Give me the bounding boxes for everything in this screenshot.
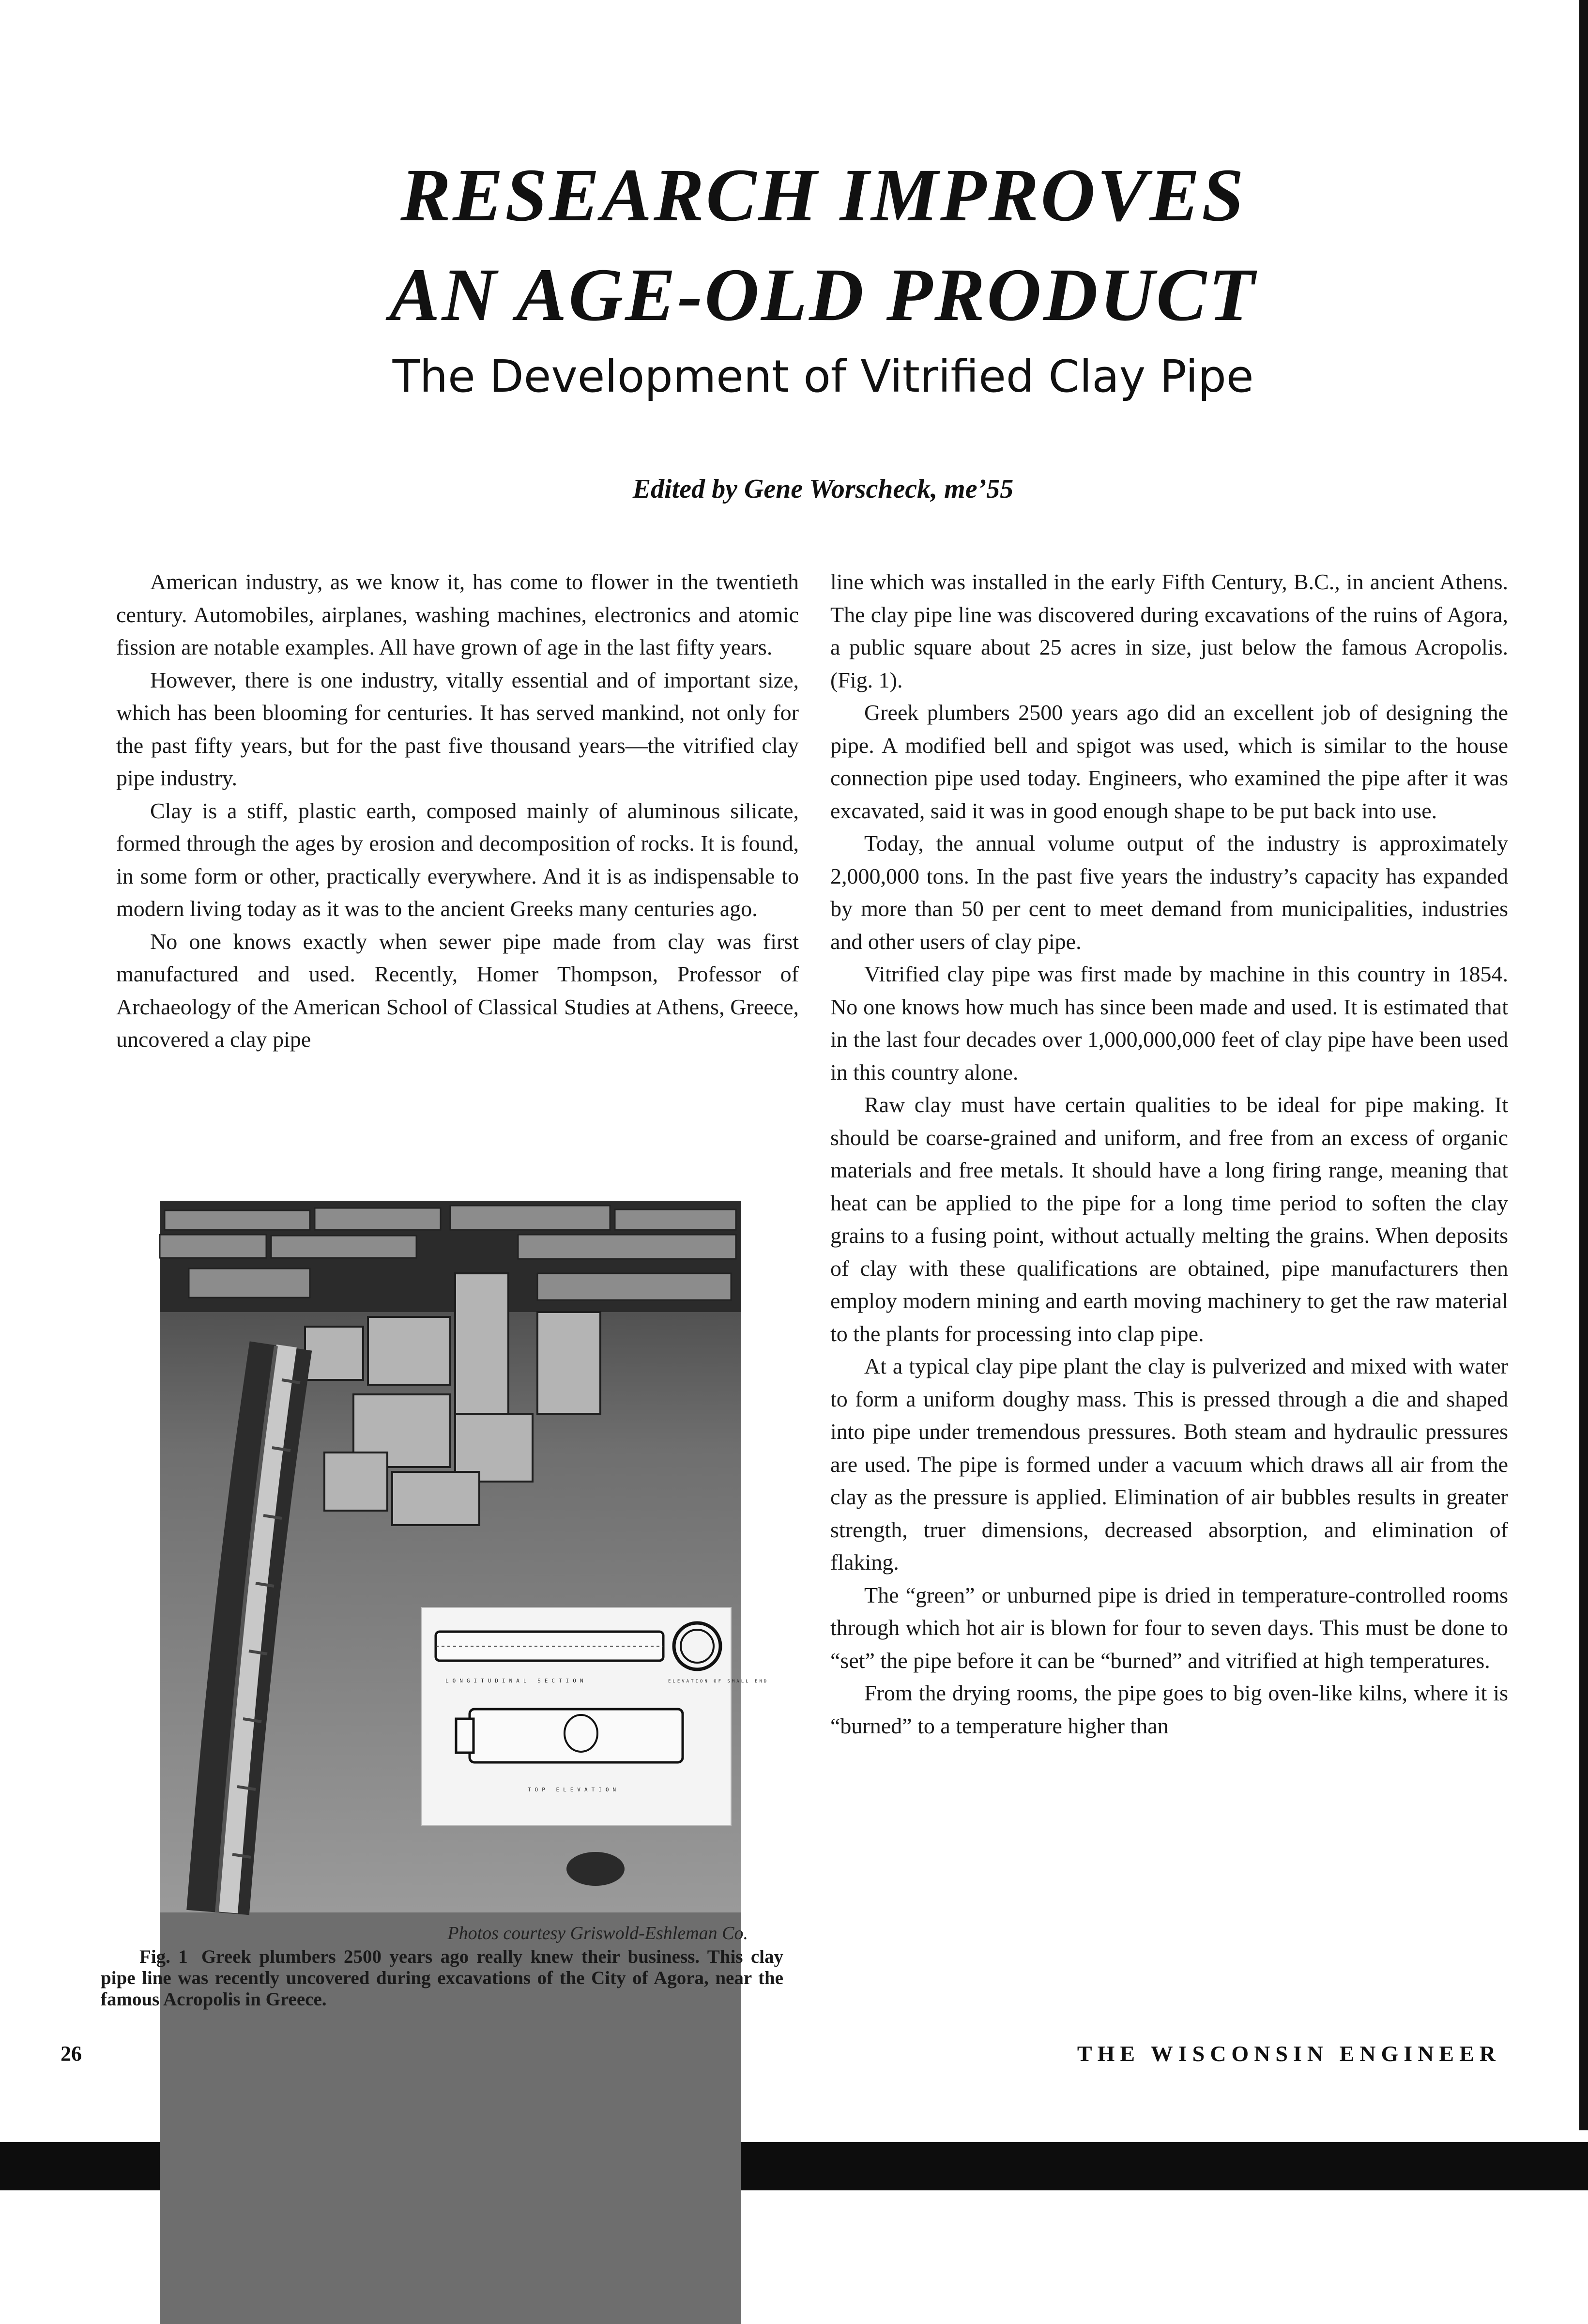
excavation-photo-drawing	[160, 1201, 769, 1912]
photo-credit: Photos courtesy Griswold-Eshleman Co.	[447, 1923, 748, 1943]
right-column	[830, 566, 1508, 1742]
photo-shadow-rock	[566, 1852, 625, 1886]
diagram-label-top: TOP ELEVATION	[528, 1787, 620, 1793]
article-subtitle: The Development of Vitrified Clay Pipe	[392, 351, 1254, 402]
right-paragraph-2: Today, the annual volume output of the industry is approximately 2,000,000 tons. In the past five years the industry’s capacity has expanded by more than 50 per cent to meet demand from municipalities, industries and other users of clay pipe.	[830, 831, 1508, 954]
pipe-diagram-inset	[421, 1607, 768, 1825]
figure-caption	[101, 1946, 783, 2010]
right-paragraph-4: Raw clay must have certain qualities to be ideal for pipe making. It should be coarse-grained and uniform, and free from an excess of organic materials and free metals. It should have a long firing range, meaning that heat can be applied to the pipe for a long time period to soften the clay grains to a fusing point, without actually melting the grains. When deposits of clay with these qualifications are obtained, pipe manufacturers then employ modern mining and earth moving machinery to get the raw material to the plants for processing into clap pipe.	[830, 1092, 1508, 1346]
figure-caption-text	[101, 1946, 783, 2010]
left-column	[116, 566, 799, 1056]
figure-caption-body: Greek plumbers 2500 years ago really knew their business. This clay pipe line was recently uncovered during excavations of the City of Agora, near the famous Acropolis in Greece.	[101, 1946, 783, 2010]
diagram-top-pipe	[470, 1709, 683, 1762]
right-paragraph-1: Greek plumbers 2500 years ago did an excellent job of designing the pipe. A modified bell and spigot was used, which is similar to the house connection pipe used today. Engineers, who examined the pipe after it was excavated, said it was in good enough shape to be put back into use.	[830, 700, 1508, 823]
journal-name: THE WISCONSIN ENGINEER	[1077, 2041, 1501, 2066]
title-line-2: AN AGE-OLD PRODUCT	[389, 253, 1257, 336]
article-byline: Edited by Gene Worscheck, me’55	[632, 474, 1014, 504]
article-title	[271, 145, 1375, 345]
excavation-photo	[160, 1201, 769, 2324]
left-paragraph-3: Clay is a stiff, plastic earth, composed mainly of aluminous silicate, formed through the ages by erosion and decomposition of rocks. It is found, in some form or other, practically everywhere. And it is as indispensable to modern living today as it was to the ancient Greeks many centuries ago.	[116, 798, 799, 921]
right-paragraph-continuation: line which was installed in the early Fifth Century, B.C., in ancient Athens. The clay pipe line was discovered during excavations of the ruins of Agora, a public square about 25 acres in size, just below the famous Acropolis. (Fig. 1).	[830, 569, 1508, 692]
right-paragraph-7: From the drying rooms, the pipe goes to big oven-like kilns, where it is “burned” to a temperature higher than	[830, 1681, 1508, 1738]
left-paragraph-2: However, there is one industry, vitally essential and of important size, which has been blooming for centuries. It has served mankind, not only for the past fifty years, but for the past five thousand years—the vitrified clay pipe industry.	[116, 667, 799, 790]
figure-label: Fig. 1	[139, 1946, 188, 1967]
scan-edge-right	[1579, 0, 1588, 2130]
left-paragraph-4: No one knows exactly when sewer pipe made from clay was first manufactured and used. Recently, Homer Thompson, Professor of Archaeology of the American School of Classical Studies at Athens, Greece, uncovered a clay pipe	[116, 929, 799, 1052]
diagram-label-elevation: ELEVATION OF SMALL END	[668, 1679, 769, 1684]
right-paragraph-5: At a typical clay pipe plant the clay is pulverized and mixed with water to form a uniform doughy mass. This is pressed through a die and shaped into pipe under tremendous pressures. Both steam and hydraulic pressures are used. The pipe is formed under a vacuum which draws all air from the clay as the pressure is applied. Elimination of air bubbles results in greater strength, truer dimensions, decreased absorption, and elimination of flaking.	[830, 1354, 1508, 1575]
title-line-1: RESEARCH IMPROVES	[400, 153, 1246, 237]
page-number: 26	[61, 2042, 82, 2065]
right-paragraph-3: Vitrified clay pipe was first made by machine in this country in 1854. No one knows how much has since been made and used. It is estimated that in the last four decades over 1,000,000,000 feet of clay pipe have been used in this country alone.	[830, 962, 1508, 1085]
diagram-label-longitudinal: LONGITUDINAL SECTION	[445, 1678, 587, 1684]
right-paragraph-6: The “green” or unburned pipe is dried in temperature-controlled rooms through which hot air is blown for four to seven days. This must be done to “set” the pipe before it can be “burned” and vitrified at high temperatures.	[830, 1582, 1508, 1673]
left-paragraph-1: American industry, as we know it, has come to flower in the twentieth century. Automobiles, airplanes, washing machines, electronics and atomic fission are notable examples. All have grown of age in the last fifty years.	[116, 569, 799, 659]
